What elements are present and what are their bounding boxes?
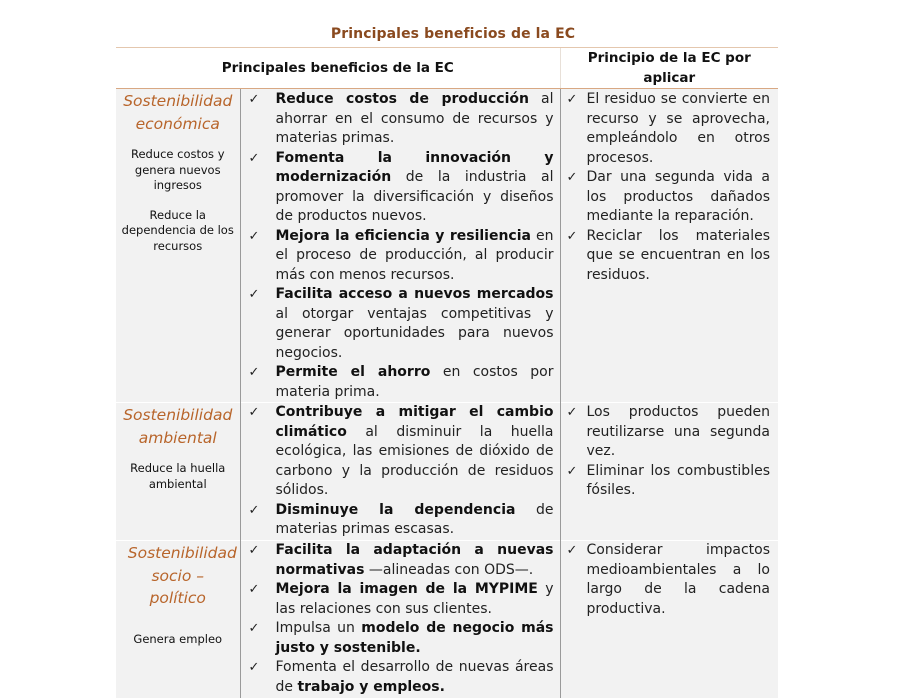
benefit-text: —alineadas con ODS—. [364,562,533,578]
benefit-text: Impulsa un [276,620,362,636]
check-icon: ✓ [249,227,260,247]
benefit-item [241,285,560,363]
benefits-table [116,47,778,698]
check-icon: ✓ [567,541,578,561]
benefit-bold-text: modelo de negocio más justo y sostenible. [276,620,554,656]
principle-text: Eliminar los combustibles fósiles. [587,463,771,499]
table-row [116,89,778,403]
dimension-label: Sostenibilidad económica [116,90,240,135]
principle-item [561,90,779,168]
benefit-text: en costos por materia prima. [276,364,554,400]
benefits-cell [240,541,560,698]
table-caption: Principales beneficios de la EC [0,26,906,42]
dimension-sub: Reduce la huella ambiental [116,461,240,492]
benefit-item [241,501,560,540]
principle-text: El residuo se convierte en recurso y se aprovecha, empleándolo en otros procesos. [587,91,771,166]
dimension-cell [116,89,240,403]
benefit-bold-text: Contribuye a mitigar el cambio climático [276,404,554,440]
benefit-text: de la industria al promover la diversificación y diseños de productos nuevos. [276,169,554,224]
principles-cell [560,89,778,403]
principle-text: Los productos pueden reutilizarse una segunda vez. [587,404,771,459]
check-icon: ✓ [567,462,578,482]
table-row [116,403,778,541]
check-icon: ✓ [567,403,578,423]
check-icon: ✓ [249,90,260,110]
check-icon: ✓ [249,363,260,383]
benefit-item [241,403,560,501]
header-row [116,48,778,89]
header-principle: Principio de la EC por aplicar [560,48,778,89]
benefit-text: al ahorrar en el consumo de recursos y materias primas. [276,91,554,146]
benefit-text: Fomenta el desarrollo de nuevas áreas de [276,659,554,695]
benefit-bold-text: Facilita la adaptación a nuevas normativas [276,542,554,578]
dimension-sub: Reduce costos y genera nuevos ingresos [116,147,240,194]
benefit-item [241,658,560,697]
dimension-label: Sostenibilidad ambiental [116,404,240,449]
dimension-sub: Genera empleo [116,632,240,648]
benefit-text: en el proceso de producción, al producir más con menos recursos. [276,228,554,283]
dimension-cell [116,541,240,698]
principle-text: Considerar impactos medioambientales a lo largo de la cadena productiva. [587,542,771,617]
principles-cell [560,541,778,698]
check-icon: ✓ [249,580,260,600]
principle-item [561,541,779,619]
benefit-bold-text: Reduce costos de producción [276,91,529,107]
check-icon: ✓ [567,168,578,188]
check-icon: ✓ [249,403,260,423]
benefit-item [241,541,560,580]
principles-cell [560,403,778,541]
benefit-item [241,90,560,149]
table-row [116,541,778,698]
benefit-bold-text: Permite el ahorro [276,364,431,380]
check-icon: ✓ [249,658,260,678]
benefit-item [241,149,560,227]
benefit-item [241,580,560,619]
principle-text: Reciclar los materiales que se encuentran en los residuos. [587,228,771,283]
principle-item [561,403,779,462]
benefit-text: y las relaciones con sus clientes. [276,581,554,617]
principle-text: Dar una segunda vida a los productos dañados mediante la reparación. [587,169,771,224]
principle-item [561,227,779,286]
benefit-text: de materias primas escasas. [276,502,554,538]
check-icon: ✓ [249,619,260,639]
benefit-item [241,227,560,286]
check-icon: ✓ [249,501,260,521]
header-benefits: Principales beneficios de la EC [116,48,560,89]
benefit-item [241,619,560,658]
principle-item [561,462,779,501]
dimension-label: Sostenibilidad socio – político [128,542,228,610]
benefit-text: al otorgar ventajas competitivas y generar oportunidades para nuevos negocios. [276,306,554,361]
benefit-bold-text: Facilita acceso a nuevos mercados [276,286,554,302]
benefit-item [241,363,560,402]
check-icon: ✓ [567,90,578,110]
benefit-text: al disminuir la huella ecológica, las emisiones de dióxido de carbono y la producción de residuos sólidos. [276,424,554,499]
benefits-cell [240,403,560,541]
dimension-sub: Reduce la dependencia de los recursos [116,208,240,255]
check-icon: ✓ [249,285,260,305]
benefits-cell [240,89,560,403]
benefit-bold-text: Mejora la eficiencia y resiliencia [276,228,531,244]
check-icon: ✓ [567,227,578,247]
dimension-cell [116,403,240,541]
check-icon: ✓ [249,541,260,561]
benefit-bold-text: Disminuye la dependencia [276,502,516,518]
check-icon: ✓ [249,149,260,169]
benefit-bold-text: Fomenta la innovación y modernización [276,150,554,186]
principle-item [561,168,779,227]
benefit-bold-text: trabajo y empleos. [297,679,444,695]
benefit-bold-text: Mejora la imagen de la MYPIME [276,581,538,597]
